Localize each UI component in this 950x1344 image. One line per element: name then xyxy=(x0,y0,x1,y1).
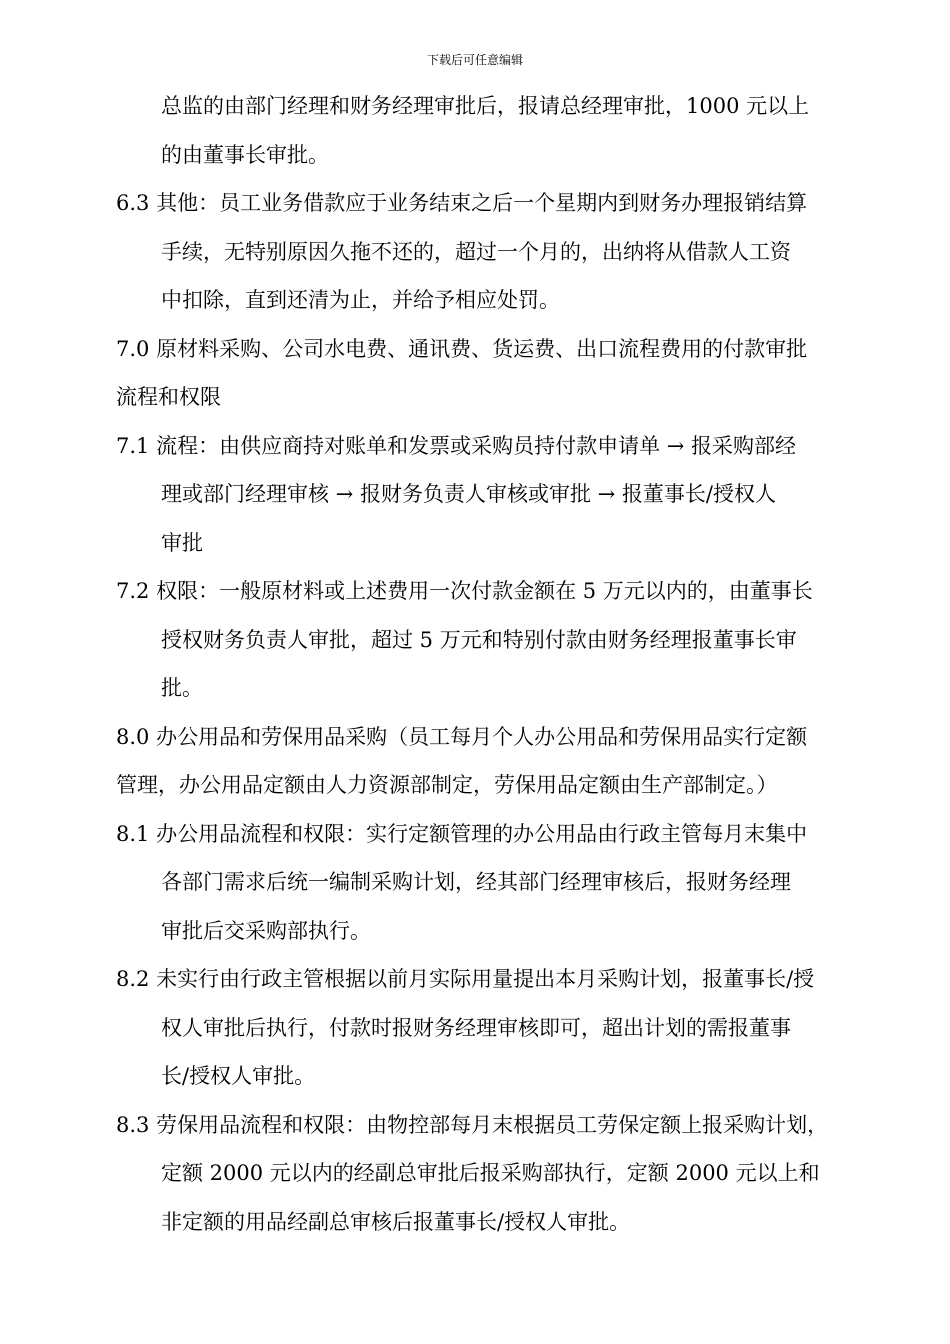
text-line: 管理，办公用品定额由人力资源部制定，劳保用品定额由生产部制定。） xyxy=(116,773,778,797)
text-line: 各部门需求后统一编制采购计划，经其部门经理审核后，报财务经理 xyxy=(161,870,791,894)
section-heading: 8.2 未实行由行政主管根据以前月实际用量提出本月采购计划，报董事长/授 xyxy=(116,967,815,991)
section-heading: 8.1 办公用品流程和权限：实行定额管理的办公用品由行政主管每月末集中 xyxy=(116,821,808,846)
text-line: 长/授权人审批。 xyxy=(161,1064,316,1088)
text-line: 的由董事长审批。 xyxy=(161,142,329,167)
text-line: 总监的由部门经理和财务经理审批后，报请总经理审批，1000 元以上 xyxy=(161,94,810,118)
text-line: 非定额的用品经副总审核后报董事长/授权人审批。 xyxy=(161,1209,631,1234)
text-line: 批。 xyxy=(161,676,203,700)
section-heading: 7.2 权限：一般原材料或上述费用一次付款金额在 5 万元以内的，由董事长 xyxy=(116,579,813,603)
text-line: 中扣除，直到还清为止，并给予相应处罚。 xyxy=(161,288,560,312)
section-heading: 8.0 办公用品和劳保用品采购（员工每月个人办公用品和劳保用品实行定额 xyxy=(116,724,808,749)
text-line: 审批 xyxy=(161,530,203,555)
section-heading: 8.3 劳保用品流程和权限：由物控部每月末根据员工劳保定额上报采购计划， xyxy=(116,1112,829,1137)
text-line: 审批后交采购部执行。 xyxy=(161,918,371,943)
page-header: 下载后可任意编辑 xyxy=(426,53,523,67)
text-line: 授权财务负责人审批，超过 5 万元和特别付款由财务经理报董事长审 xyxy=(161,627,797,652)
text-line: 权人审批后执行，付款时报财务经理审核即可，超出计划的需报董事 xyxy=(161,1015,791,1040)
text-line: 理或部门经理审核 → 报财务负责人审核或审批 → 报董事长/授权人 xyxy=(161,482,776,506)
section-heading: 7.0 原材料采购、公司水电费、通讯费、货运费、出口流程费用的付款审批 xyxy=(116,336,808,361)
section-heading: 7.1 流程：由供应商持对账单和发票或采购员持付款申请单 → 报采购部经 xyxy=(116,433,797,458)
text-line: 定额 2000 元以内的经副总审批后报采购部执行，定额 2000 元以上和 xyxy=(161,1161,820,1185)
text-line: 手续，无特别原因久拖不还的，超过一个月的，出纳将从借款人工资 xyxy=(161,239,791,264)
section-heading: 6.3 其他：员工业务借款应于业务结束之后一个星期内到财务办理报销结算 xyxy=(116,191,808,215)
document-body xyxy=(116,82,852,1246)
text-line: 流程和权限 xyxy=(116,385,221,409)
